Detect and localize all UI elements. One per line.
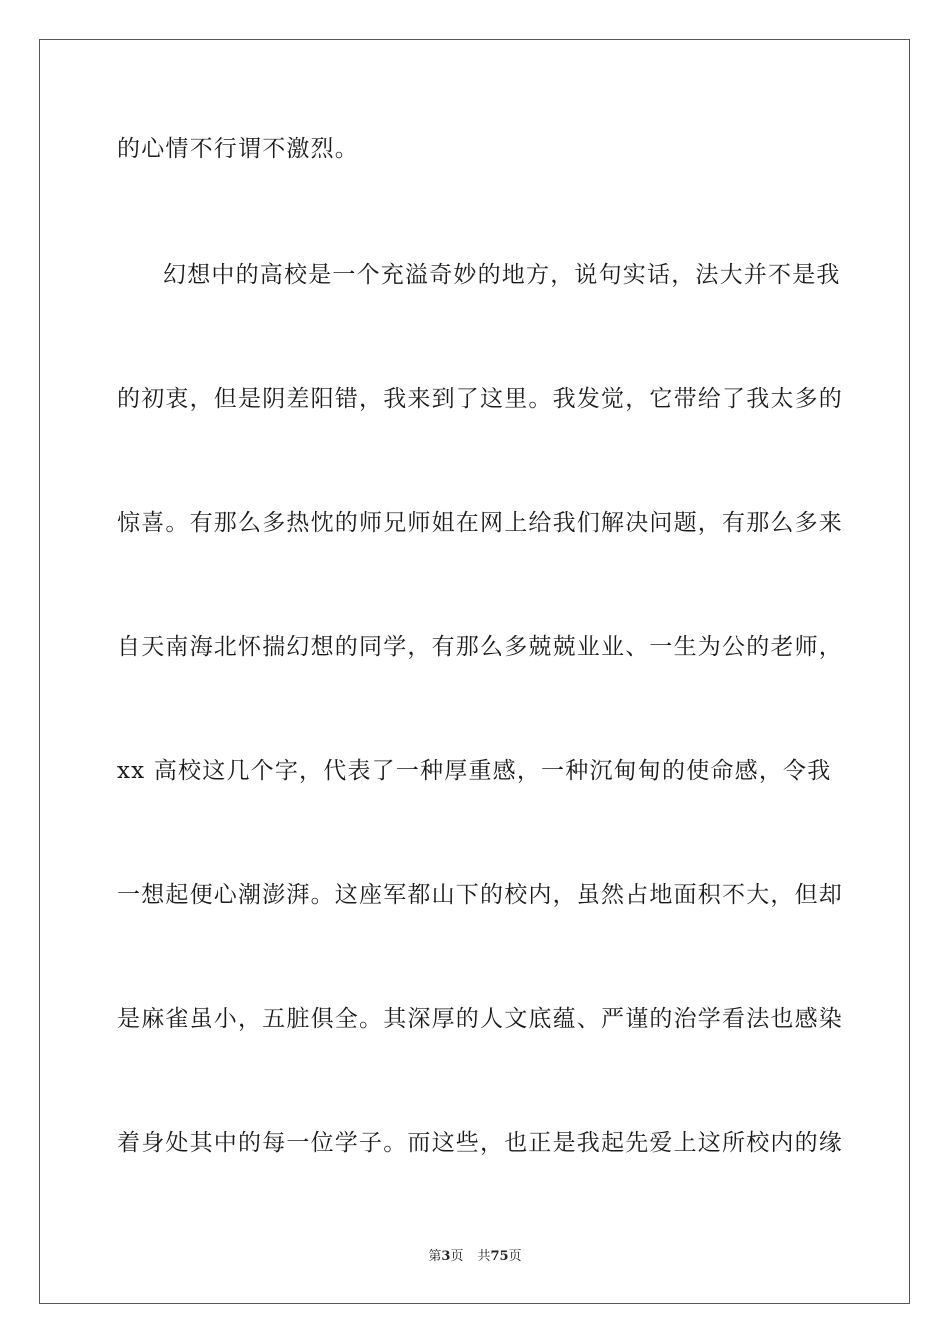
total-label-prefix: 共: [477, 1249, 491, 1264]
paragraph-first-line: 幻想中的高校是一个充溢奇妙的地方，说句实话，法大并不是我: [163, 262, 841, 288]
total-label-suffix: 页: [508, 1249, 522, 1264]
page-border: [39, 39, 910, 1304]
text-line: 一想起便心潮澎湃。这座军都山下的校内，虽然占地面积不大，但却: [117, 882, 843, 908]
text-line: 惊喜。有那么多热忱的师兄师姐在网上给我们解决问题，有那么多来: [117, 510, 843, 536]
total-page-count: 75: [490, 1249, 509, 1264]
text-line: 着身处其中的每一位学子。而这些，也正是我起先爱上这所校内的缘: [117, 1130, 843, 1156]
text-line: 自天南海北怀揣幻想的同学，有那么多兢兢业业、一生为公的老师，: [117, 634, 843, 660]
text-line: xx 高校这几个字，代表了一种厚重感，一种沉甸甸的使命感，令我: [117, 758, 832, 784]
page-footer: [0, 1248, 950, 1266]
current-page-number: 3: [441, 1249, 451, 1264]
text-line: 的初衷，但是阴差阳错，我来到了这里。我发觉，它带给了我太多的: [117, 386, 843, 412]
page-label-prefix: 第: [428, 1249, 442, 1264]
text-line: 是麻雀虽小，五脏俱全。其深厚的人文底蕴、严谨的治学看法也感染: [117, 1006, 843, 1032]
text-line: 的心情不行谓不激烈。: [117, 136, 359, 162]
page-label-suffix: 页: [450, 1249, 464, 1264]
